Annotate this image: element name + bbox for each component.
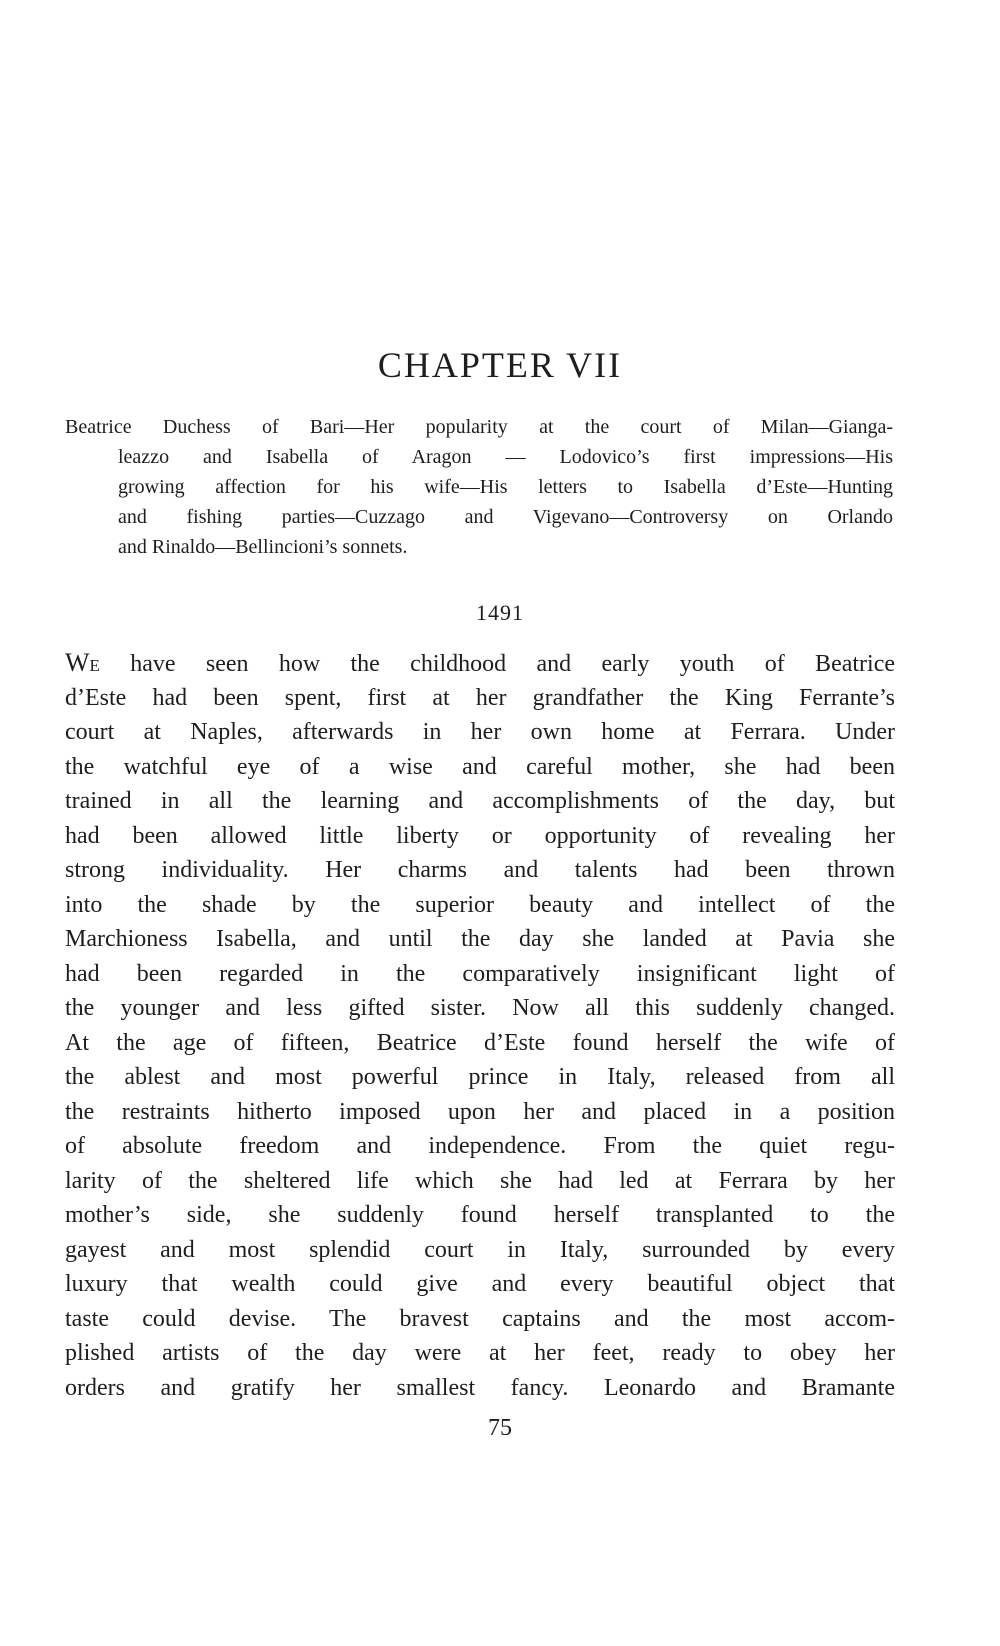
body-line: plished artists of the day were at her feet, ready to obey her	[65, 1340, 895, 1366]
body-line: the ablest and most powerful prince in Italy, released from all	[65, 1064, 895, 1090]
body-line: the watchful eye of a wise and careful mother, she had been	[65, 753, 895, 780]
opening-line	[65, 646, 895, 681]
body-line: taste could devise. The bravest captains and the most accom-	[65, 1305, 895, 1332]
summary-line: and fishing parties—Cuzzago and Vigevano—Controversy on Orlando	[118, 506, 893, 528]
body-line: the younger and less gifted sister. Now all this suddenly changed.	[65, 995, 895, 1021]
body-line: the restraints hitherto imposed upon her and placed in a position	[65, 1098, 895, 1125]
body-line: of absolute freedom and independence. From the quiet regu-	[65, 1133, 895, 1159]
body-line: court at Naples, afterwards in her own home at Ferrara. Under	[65, 719, 895, 745]
opening-dropcap: W	[65, 648, 90, 677]
body-line: orders and gratify her smallest fancy. Leonardo and Bramante	[65, 1374, 895, 1401]
body-line: At the age of fifteen, Beatrice d’Este found herself the wife of	[65, 1029, 895, 1056]
section-year: 1491	[476, 600, 524, 625]
body-line: mother’s side, she suddenly found herself transplanted to the	[65, 1202, 895, 1228]
chapter-summary	[65, 412, 893, 562]
body-line: d’Este had been spent, first at her grandfather the King Ferrante’s	[65, 684, 895, 711]
body-line: into the shade by the superior beauty and intellect of the	[65, 891, 895, 918]
opening-rest: have seen how the childhood and early youth of Beatrice	[99, 651, 895, 677]
summary-line: and Rinaldo—Bellincioni’s sonnets.	[118, 536, 408, 558]
body-line: had been allowed little liberty or opportunity of revealing her	[65, 822, 895, 849]
summary-line: growing affection for his wife—His letters to Isabella d’Este—Hunting	[118, 476, 893, 498]
body-line: Marchioness Isabella, and until the day she landed at Pavia she	[65, 926, 895, 952]
page-number: 75	[488, 1415, 512, 1441]
opening-smallcap: E	[89, 656, 100, 675]
body-text	[65, 646, 895, 1405]
chapter-title: CHAPTER VII	[377, 345, 623, 385]
body-line: gayest and most splendid court in Italy, surrounded by every	[65, 1236, 895, 1263]
body-line: strong individuality. Her charms and talents had been thrown	[65, 857, 895, 883]
summary-line: Beatrice Duchess of Bari—Her popularity at the court of Milan—Gianga-	[65, 416, 893, 438]
body-line: larity of the sheltered life which she had led at Ferrara by her	[65, 1167, 895, 1194]
body-line: trained in all the learning and accomplishments of the day, but	[65, 788, 895, 814]
body-line: had been regarded in the comparatively insignificant light of	[65, 960, 895, 987]
body-line: luxury that wealth could give and every beautiful object that	[65, 1271, 895, 1297]
summary-line: leazzo and Isabella of Aragon — Lodovico’s first impressions—His	[118, 446, 893, 468]
